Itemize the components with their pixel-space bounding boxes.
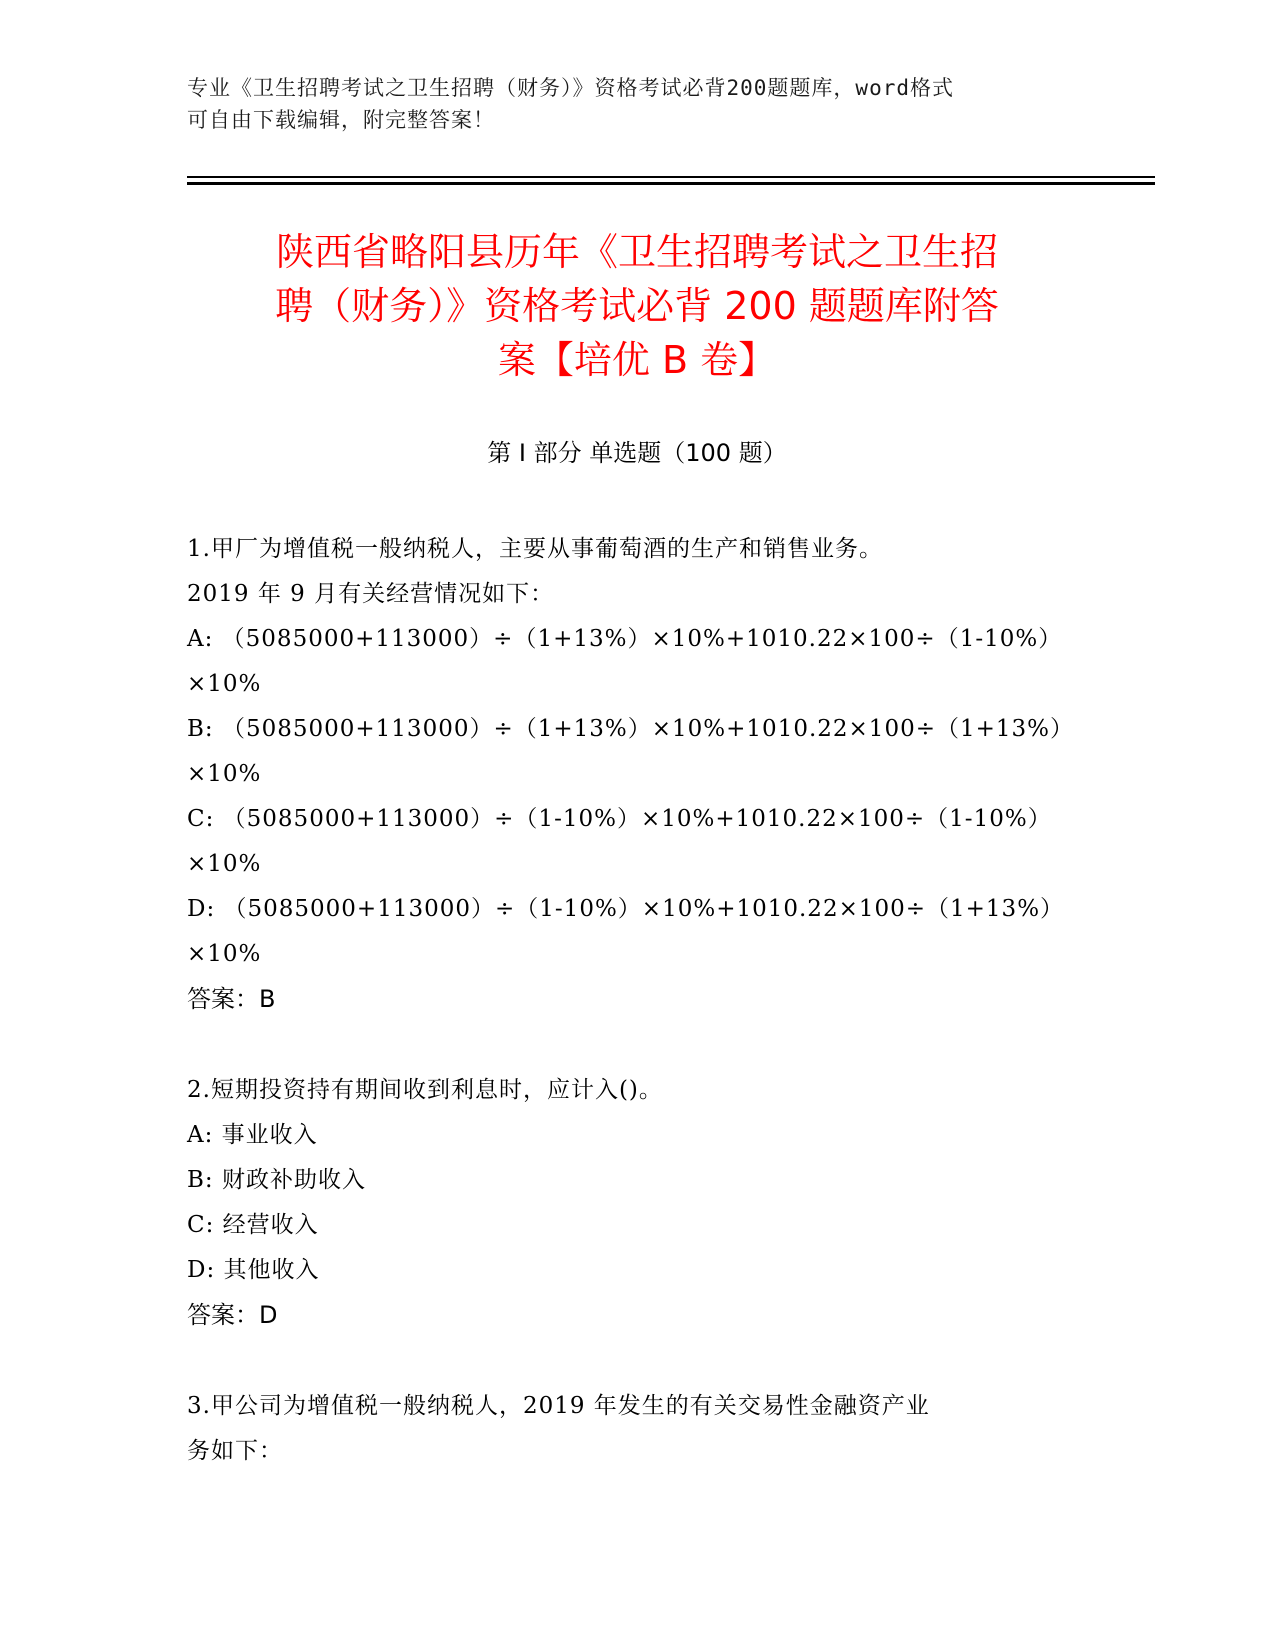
option-a: A: 事业收入 xyxy=(187,1122,318,1148)
option-b: B: 财政补助收入 xyxy=(187,1167,366,1193)
question-stem: 2019 年 9 月有关经营情况如下： xyxy=(187,581,555,607)
question-stem: 2.短期投资持有期间收到利息时，应计入()。 xyxy=(187,1077,663,1103)
question-3 xyxy=(187,1384,1087,1474)
option-b: B: （5085000+113000）÷（1+13%）×10%+1010.22×100÷（1+13%） xyxy=(187,716,1075,742)
option-a: A: （5085000+113000）÷（1+13%）×10%+1010.22×100÷（1-10%） xyxy=(187,626,1063,652)
option-d: D: （5085000+113000）÷（1-10%）×10%+1010.22×100÷（1+13%） xyxy=(187,896,1065,922)
option-c: C: 经营收入 xyxy=(187,1212,319,1238)
option-c-continued: ×10% xyxy=(187,851,262,877)
title-line: 案【培优 B 卷】 xyxy=(497,338,777,382)
answer: 答案：D xyxy=(187,1301,278,1329)
header-rule-thick xyxy=(187,182,1155,185)
option-a-continued: ×10% xyxy=(187,671,262,697)
question-stem: 1.甲厂为增值税一般纳税人，主要从事葡萄酒的生产和销售业务。 xyxy=(187,536,883,562)
option-d-continued: ×10% xyxy=(187,941,262,967)
option-d: D: 其他收入 xyxy=(187,1257,320,1283)
question-1 xyxy=(187,527,1087,1022)
header-note xyxy=(187,72,1087,136)
question-stem: 务如下： xyxy=(187,1438,283,1464)
option-c: C: （5085000+113000）÷（1-10%）×10%+1010.22×100÷（1-10%） xyxy=(187,806,1052,832)
question-2 xyxy=(187,1068,1087,1338)
question-spacer xyxy=(187,1022,1087,1068)
option-b-continued: ×10% xyxy=(187,761,262,787)
answer: 答案：B xyxy=(187,985,276,1013)
question-spacer xyxy=(187,1338,1087,1384)
header-note-line: 可自由下载编辑，附完整答案！ xyxy=(187,108,495,132)
header-rule-thin xyxy=(187,176,1155,178)
question-list xyxy=(187,527,1087,1474)
question-stem: 3.甲公司为增值税一般纳税人，2019 年发生的有关交易性金融资产业 xyxy=(187,1393,930,1419)
title-line: 聘（财务）》资格考试必背 200 题题库附答 xyxy=(275,284,999,328)
title-line: 陕西省略阳县历年《卫生招聘考试之卫生招 xyxy=(275,230,998,274)
header-note-line: 专业《卫生招聘考试之卫生招聘（财务）》资格考试必背200题题库，word格式 xyxy=(187,76,954,100)
section-heading: 第 I 部分 单选题（100 题） xyxy=(487,439,787,467)
document-title xyxy=(187,225,1087,387)
